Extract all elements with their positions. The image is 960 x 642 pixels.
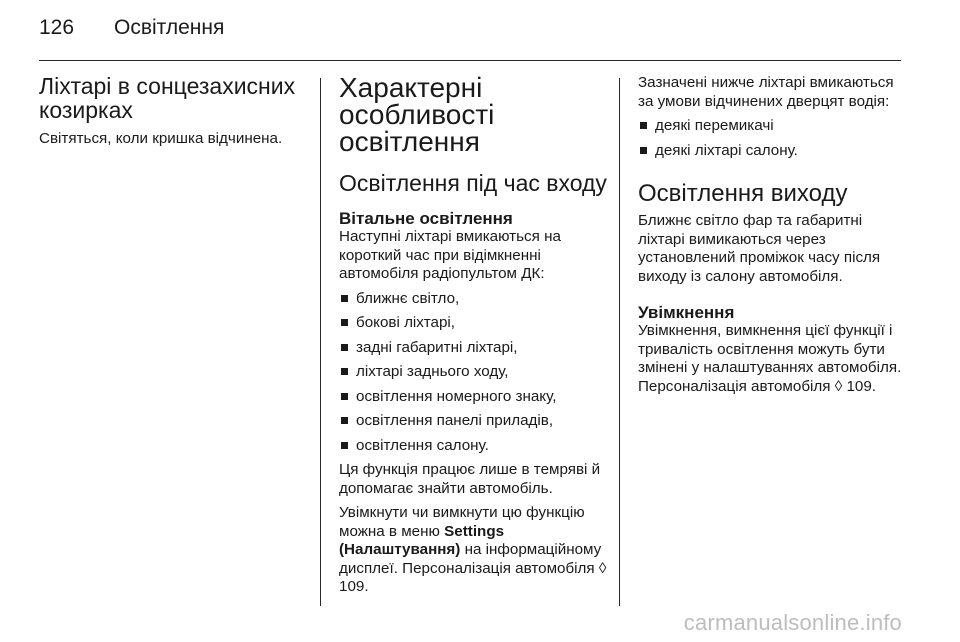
column-divider-1	[320, 78, 321, 606]
list-item: бокові ліхтарі,	[339, 314, 613, 333]
list-item: деякі ліхтарі салону.	[638, 142, 908, 161]
list-item: освітлення панелі приладів,	[339, 412, 613, 431]
settings-text-mid: на інформаційному дисплеї.	[339, 541, 602, 577]
list-item: ближнє світло,	[339, 290, 613, 309]
driver-door-intro: Зазначені нижче ліхтарі вмикаються за умови відчинених дверцят водія:	[638, 74, 894, 110]
activation-text-body: Увімкнення, вимкнення цієї функції і тривалість освітлення можуть бути змінені у налаштуваннях автомобіля. Персоналізація автомобіля	[638, 322, 902, 395]
darkness-function-text: Ця функція працює лише в темряві й допомагає знайти автомобіль.	[339, 461, 601, 497]
exit-lighting-text: Ближнє світло фар та габаритні ліхтарі вимикаються через установлений проміжок часу після виходу із салону автомобіля.	[638, 212, 881, 285]
page-reference-number[interactable]: 109.	[846, 377, 877, 395]
section-heading-sun-visor-lights: Ліхтарі в сонцезахисних козирках	[39, 73, 296, 123]
cross-reference-text: Персоналізація автомобіля	[402, 559, 595, 577]
header-divider	[39, 60, 901, 61]
page-reference-icon: ◊	[598, 559, 607, 577]
list-item: освітлення салону.	[339, 437, 613, 456]
page-title: Освітлення	[114, 16, 225, 39]
settings-menu-label: Settings (Налаштування)	[339, 522, 505, 558]
subheading-entry-lighting: Освітлення під час входу	[339, 170, 607, 196]
section-title-welcome-lighting: Вітальне освітлення	[339, 209, 513, 228]
list-item: освітлення номерного знаку,	[339, 388, 613, 407]
page-reference-icon: ◊	[834, 377, 843, 395]
column-2	[339, 74, 613, 597]
settings-text-start: Увімкнути чи вимкнути цю функцію можна в меню	[339, 504, 585, 540]
subheading-exit-lighting: Освітлення виходу	[638, 180, 848, 207]
column-divider-2	[619, 78, 620, 606]
sun-visor-lights-text: Світяться, коли кришка відчинена.	[39, 130, 283, 147]
settings-menu-text	[339, 504, 613, 597]
column-1	[39, 74, 311, 149]
section-title-activation: Увімкнення	[638, 303, 735, 322]
page-reference-number[interactable]: 109.	[339, 578, 369, 595]
watermark: carmanualsonline.info	[683, 610, 902, 635]
page-number: 126	[39, 16, 75, 39]
list-item: деякі перемикачі	[638, 117, 908, 136]
activation-text	[638, 322, 908, 396]
list-item: задні габаритні ліхтарі,	[339, 339, 613, 358]
list-item: ліхтарі заднього ходу,	[339, 363, 613, 382]
welcome-lighting-intro: Наступні ліхтарі вмикаються на короткий час при відімкненні автомобіля радіопультом ДК:	[339, 228, 561, 282]
column-3	[638, 74, 908, 396]
chapter-heading-lighting-features: Характерні особливості освітлення	[339, 72, 495, 157]
